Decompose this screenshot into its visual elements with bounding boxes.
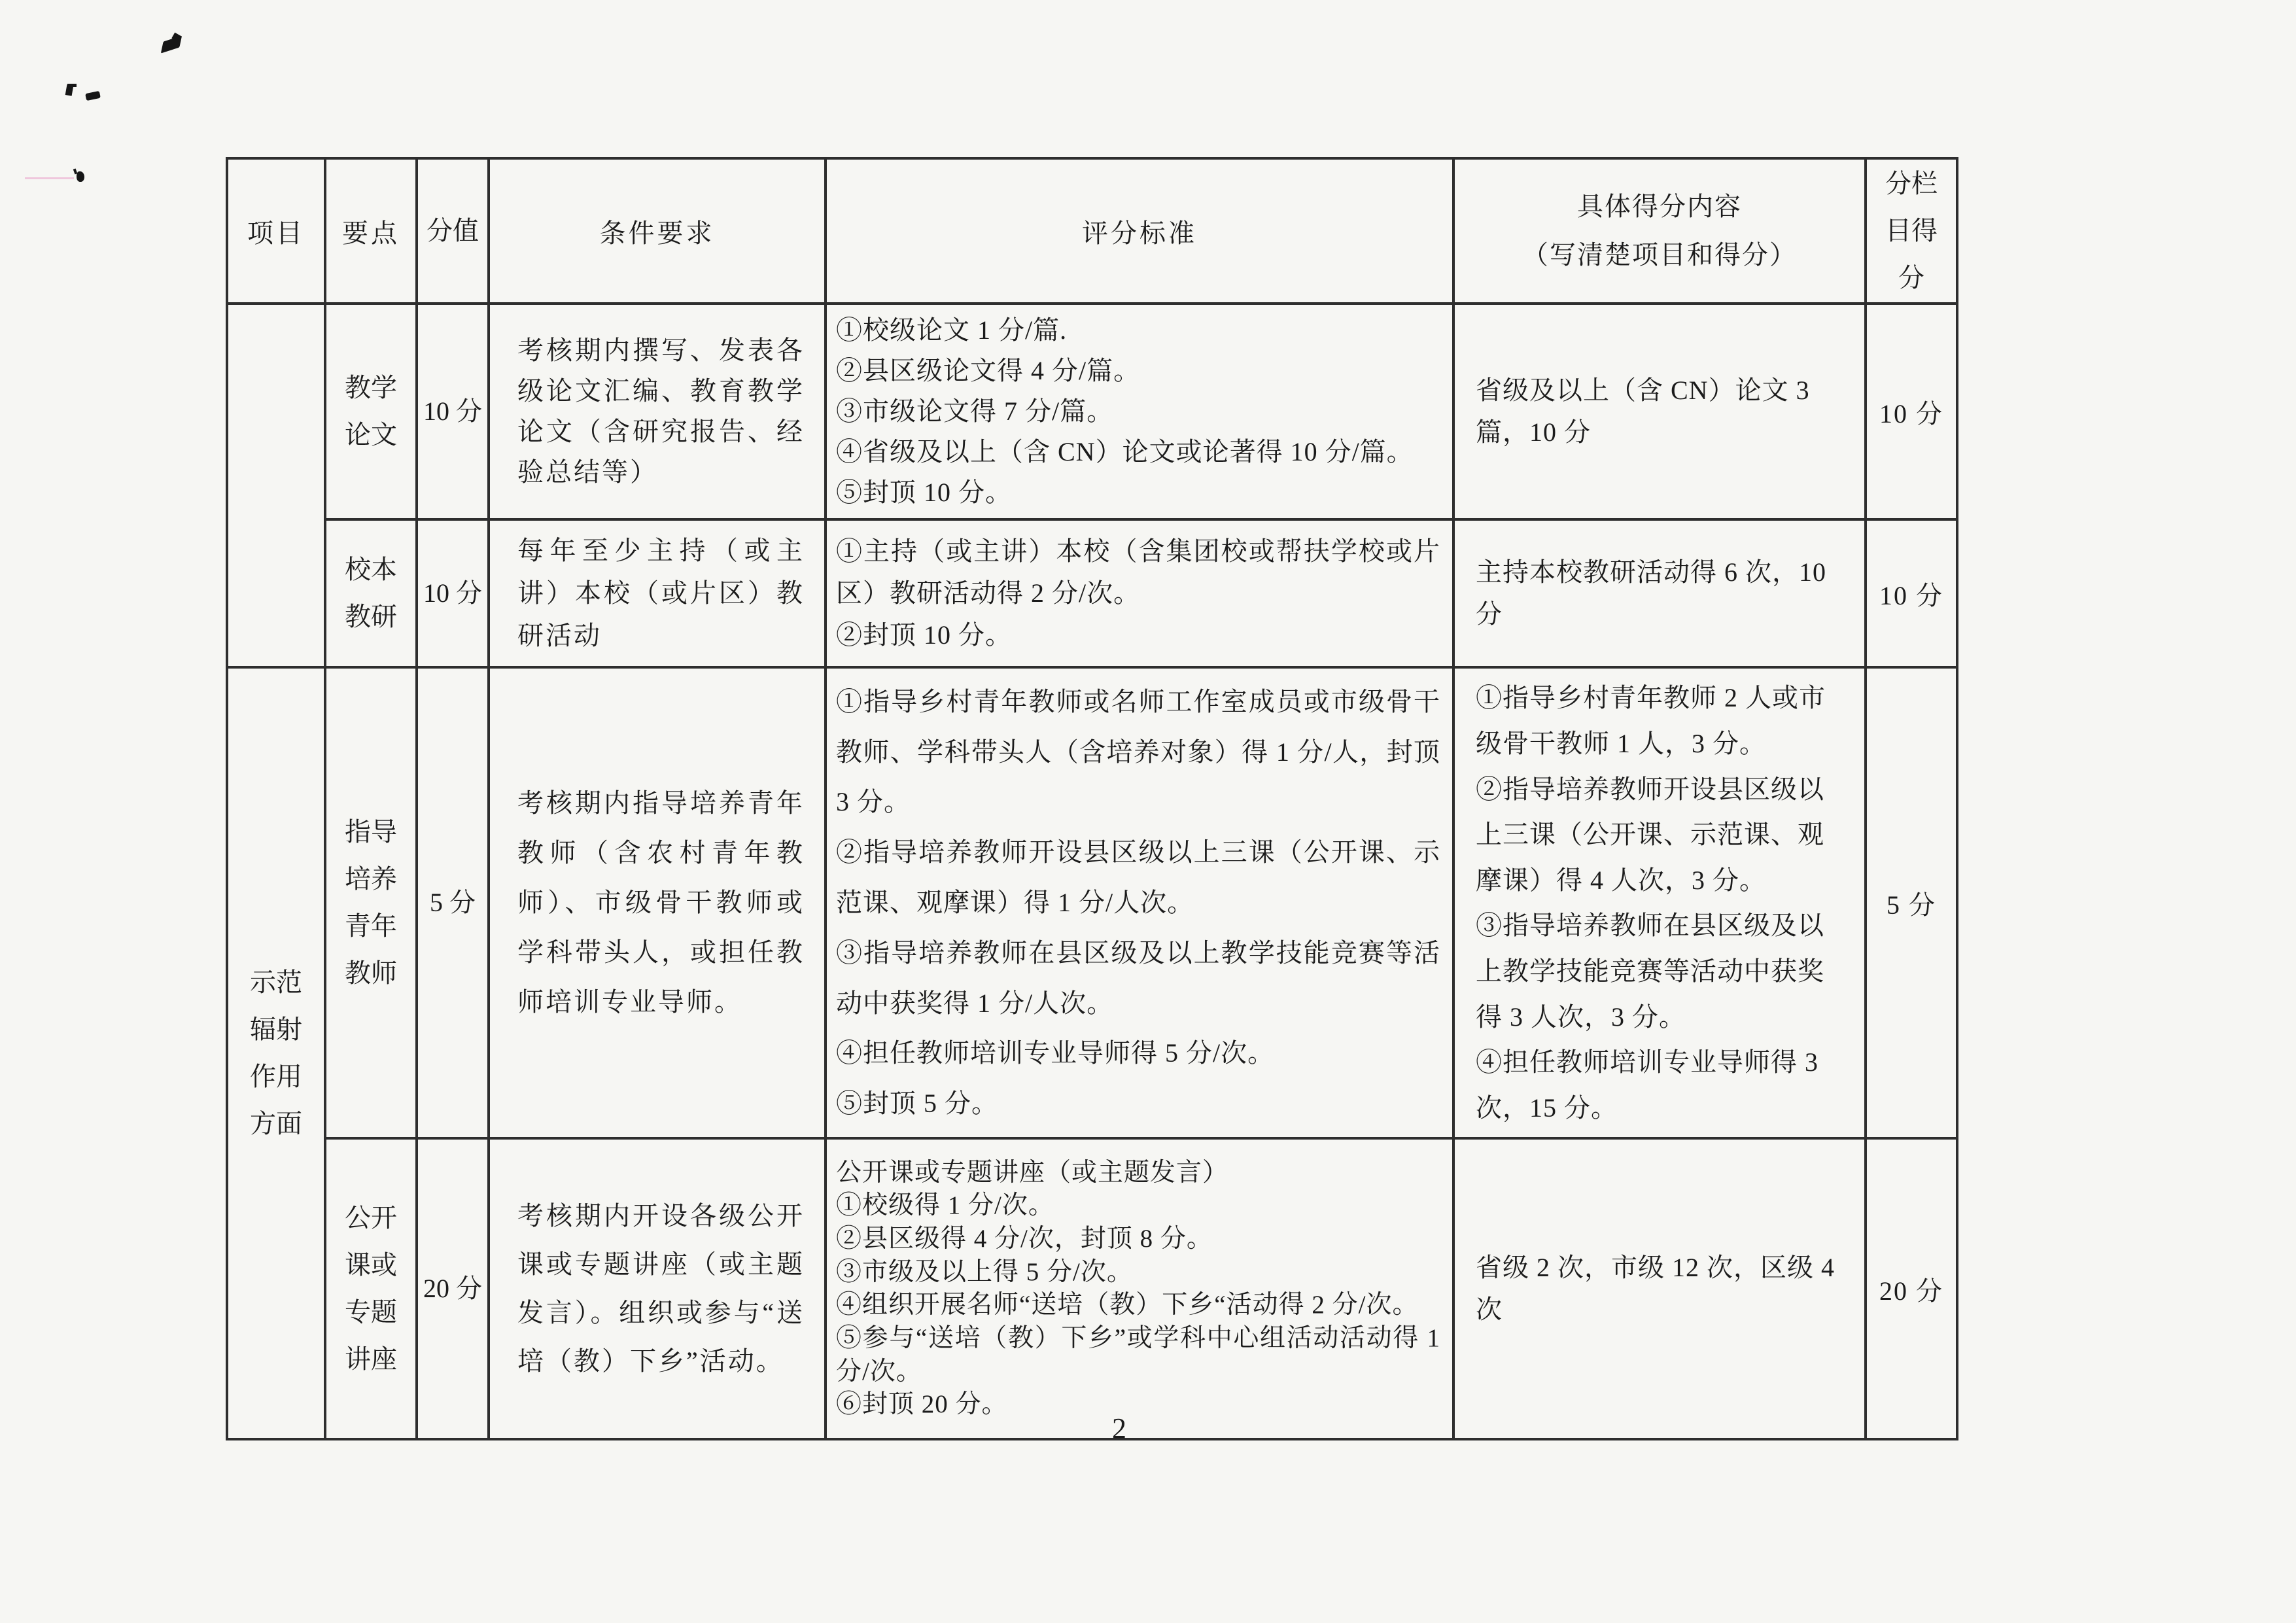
standard-item: ①校级论文 1 分/篇. xyxy=(836,315,1068,345)
requirement-cell: 每年至少主持（或主讲）本校（或片区）教研活动 xyxy=(489,519,826,667)
header-standard: 评分标准 xyxy=(826,158,1453,304)
standard-item: ③市级论文得 7 分/篇。 xyxy=(836,396,1114,426)
score-content-cell xyxy=(1453,1138,1866,1439)
evaluation-table xyxy=(226,157,1958,1440)
score-content-cell xyxy=(1453,304,1866,519)
header-requirement: 条件要求 xyxy=(489,158,826,304)
key-point-cell xyxy=(325,667,417,1138)
standard-item: ②指导培养教师开设县区级以上三课（公开课、示范课、观摩课）得 1 分/人次。 xyxy=(836,837,1440,917)
standard-cell xyxy=(826,667,1453,1138)
header-score-content-line1: 具体得分内容 xyxy=(1577,192,1742,221)
score-value-text: 10 分 xyxy=(423,396,482,426)
header-score-value-text: 分值 xyxy=(426,216,479,245)
score-content-item: ④担任教师培训专业导师得 3 次，15 分。 xyxy=(1476,1047,1818,1123)
standard-item: ③指导培养教师在县区级及以上教学技能竞赛等活动中获奖得 1 分/人次。 xyxy=(836,937,1440,1018)
requirement-cell: 考核期内撰写、发表各级论文汇编、教育教学论文（含研究报告、经验总结等） xyxy=(489,304,826,519)
requirement-cell: 考核期内开设各级公开课或专题讲座（或主题发言）。组织或参与“送培（教）下乡”活动。 xyxy=(489,1138,826,1439)
ink-mark xyxy=(85,91,101,101)
score-value-text: 10 分 xyxy=(423,578,482,608)
table-row xyxy=(227,304,1957,519)
key-point-text: 指导培养青年教师 xyxy=(345,817,397,988)
standard-item: 公开课或专题讲座（或主题发言） xyxy=(836,1158,1229,1187)
table-row xyxy=(227,1138,1957,1439)
score-content-item: ②指导培养教师开设县区级以上三课（公开课、示范课、观摩课）得 4 人次，3 分。 xyxy=(1476,774,1824,895)
score-content-cell xyxy=(1453,667,1866,1138)
key-point-text: 校本教研 xyxy=(345,555,397,632)
score-value-cell xyxy=(417,304,489,519)
project-group-empty xyxy=(227,304,325,667)
score-value-text: 20 分 xyxy=(423,1274,482,1304)
standard-item: ④组织开展名师“送培（教）下乡“活动得 2 分/次。 xyxy=(836,1291,1419,1319)
score-content-item: ①指导乡村青年教师 2 人或市级骨干教师 1 人，3 分。 xyxy=(1476,683,1826,758)
header-score-content-line2: （写清楚项目和得分） xyxy=(1522,240,1797,270)
project-group-cell xyxy=(227,667,325,1439)
column-score-cell: 5 分 xyxy=(1866,667,1957,1138)
column-score-cell: 20 分 xyxy=(1866,1138,1957,1439)
score-value-cell xyxy=(417,667,489,1138)
standard-item: ⑤封顶 5 分。 xyxy=(836,1089,998,1119)
score-value-cell xyxy=(417,1138,489,1439)
ink-mark xyxy=(67,84,77,87)
standard-item: ②县区级论文得 4 分/篇。 xyxy=(836,356,1141,385)
standard-item: ①主持（或主讲）本校（含集团校或帮扶学校或片区）教研活动得 2 分/次。 xyxy=(836,536,1440,608)
standard-item: ⑥封顶 20 分。 xyxy=(836,1390,1008,1419)
standard-item: ④担任教师培训专业导师得 5 分/次。 xyxy=(836,1038,1275,1068)
key-point-cell xyxy=(325,1138,417,1439)
column-score-cell: 10 分 xyxy=(1866,519,1957,667)
standard-item: ①校级得 1 分/次。 xyxy=(836,1191,1054,1220)
header-column-score xyxy=(1866,158,1957,304)
table-header-row xyxy=(227,158,1957,304)
key-point-text: 教学论文 xyxy=(345,373,397,449)
header-score-value xyxy=(417,158,489,304)
standard-item: ⑤参与“送培（教）下乡”或学科中心组活动活动得 1 分/次。 xyxy=(836,1324,1440,1386)
standard-cell xyxy=(826,519,1453,667)
requirement-cell: 考核期内指导培养青年教师（含农村青年教师）、市级骨干教师或学科带头人，或担任教师培训专业导师。 xyxy=(489,667,826,1138)
header-score-content xyxy=(1453,158,1866,304)
score-content-cell xyxy=(1453,519,1866,667)
standard-item: ③市级及以上得 5 分/次。 xyxy=(836,1257,1133,1286)
score-content-text: 省级 2 次，市级 12 次，区级 4 次 xyxy=(1476,1253,1835,1325)
ink-mark xyxy=(73,169,77,175)
key-point-cell xyxy=(325,304,417,519)
standard-item: ④省级及以上（含 CN）论文或论著得 10 分/篇。 xyxy=(836,437,1414,466)
standard-item: ①指导乡村青年教师或名师工作室成员或市级骨干教师、学科带头人（含培养对象）得 1 分/人，封顶 3 分。 xyxy=(836,686,1440,817)
key-point-text: 公开课或专题讲座 xyxy=(345,1203,397,1374)
header-column-score-text: 分栏目得分 xyxy=(1885,169,1938,292)
score-content-text: 主持本校教研活动得 6 次，10 分 xyxy=(1476,557,1826,629)
column-score-cell: 10 分 xyxy=(1866,304,1957,519)
standard-item: ②县区级得 4 分/次，封顶 8 分。 xyxy=(836,1224,1213,1253)
table-row xyxy=(227,667,1957,1138)
page-number: 2 xyxy=(1112,1412,1126,1444)
standard-item: ②封顶 10 分。 xyxy=(836,620,1012,650)
ink-mark xyxy=(77,171,84,182)
score-content-text: 省级及以上（含 CN）论文 3 篇，10 分 xyxy=(1476,375,1810,447)
standard-cell xyxy=(826,1138,1453,1439)
score-value-cell xyxy=(417,519,489,667)
score-value-text: 5 分 xyxy=(430,888,476,918)
header-project: 项目 xyxy=(227,158,325,304)
header-key-point: 要点 xyxy=(325,158,417,304)
standard-item: ⑤封顶 10 分。 xyxy=(836,478,1012,507)
score-content-item: ③指导培养教师在县区级及以上教学技能竞赛等活动中获奖得 3 人次，3 分。 xyxy=(1476,911,1824,1032)
highlighter-mark xyxy=(25,177,74,179)
project-group-label: 示范辐射作用方面 xyxy=(250,968,302,1139)
standard-cell xyxy=(826,304,1453,519)
table-row xyxy=(227,519,1957,667)
key-point-cell xyxy=(325,519,417,667)
